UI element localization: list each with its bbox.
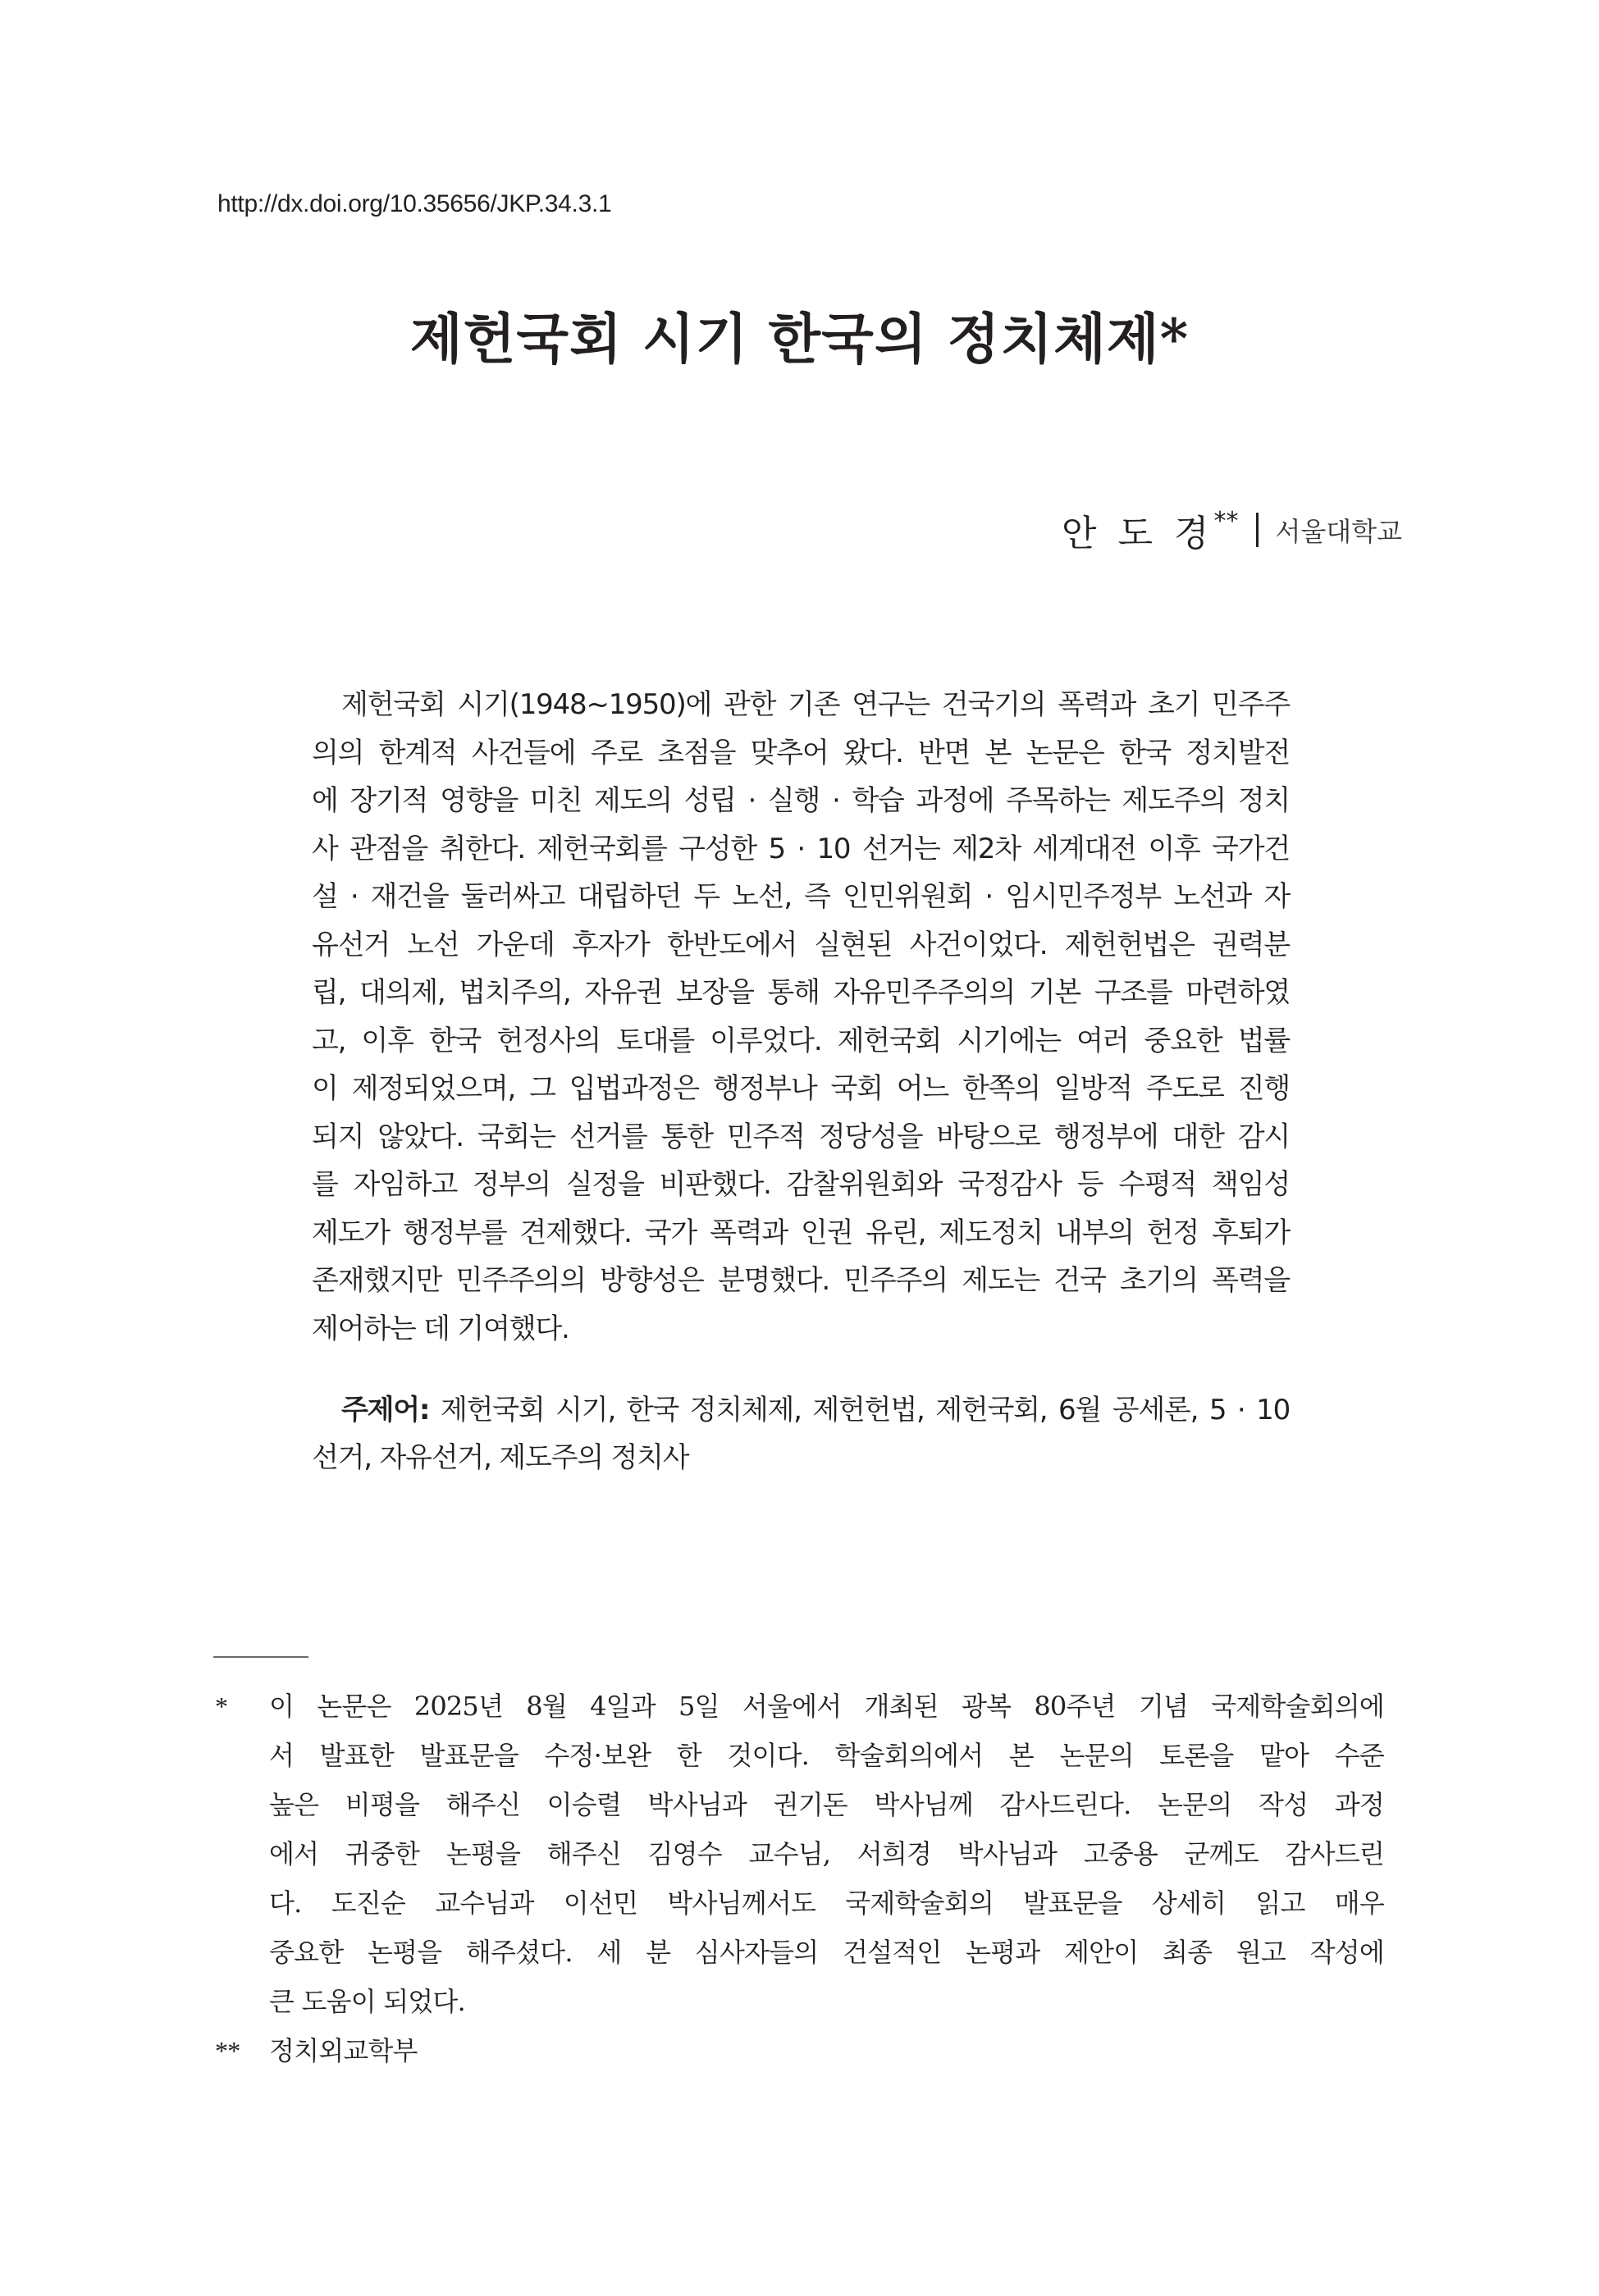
keywords-label: 주제어: (341, 1394, 430, 1426)
footnote-line: 에서 귀중한 논평을 해주신 김영수 교수님, 서희경 박사님과 고중용 군께도 감사드린 (269, 1838, 1384, 1869)
abstract-line: 고, 이후 한국 헌정사의 토대를 이루었다. 제헌국회 시기에는 여러 중요한 법률 (312, 1024, 1290, 1057)
footnote-body (269, 1682, 1384, 2026)
footnote-line: 서 발표한 발표문을 수정·보완 한 것이다. 학술회의에서 본 논문의 토론을 맡아 수준 (269, 1740, 1384, 1771)
footnote-line: 중요한 논평을 해주셨다. 세 분 심사자들의 건설적인 논평과 제안이 최종 원고 작성에 (269, 1937, 1384, 1968)
abstract-line: 의의 한계적 사건들에 주로 초점을 맞추어 왔다. 반면 본 논문은 한국 정치발전 (312, 736, 1290, 769)
keywords (312, 1386, 1290, 1481)
footnote-item (215, 1682, 1384, 2026)
author-affiliation: 서울대학교 (1275, 516, 1402, 547)
author-block (1062, 504, 1402, 556)
footnote-marker: ** (215, 2036, 240, 2065)
keywords-text: 제헌국회 시기, 한국 정치체제, 제헌헌법, 제헌국회, 6월 공세론, 5 · 10 (440, 1394, 1290, 1426)
abstract-line: 제도가 행정부를 견제했다. 국가 폭력과 인권 유린, 제도정치 내부의 헌정 후퇴가 (312, 1216, 1290, 1249)
abstract (312, 681, 1290, 1353)
abstract-line: 설 · 재건을 둘러싸고 대립하던 두 노선, 즉 인민위원회 · 임시민주정부 노선과 자 (312, 880, 1290, 913)
footnote-line: 다. 도진순 교수님과 이선민 박사님께서도 국제학술회의 발표문을 상세히 읽고 매우 (269, 1887, 1384, 1919)
footnote-separator (213, 1656, 308, 1658)
footnote-body (269, 2026, 1384, 2075)
abstract-line: 에 장기적 영향을 미친 제도의 성립 · 실행 · 학습 과정에 주목하는 제도주의 정치 (312, 784, 1290, 817)
footnotes (215, 1682, 1384, 2075)
footnote-line: 높은 비평을 해주신 이승렬 박사님과 권기돈 박사님께 감사드린다. 논문의 작성 과정 (269, 1789, 1384, 1820)
abstract-line: 제헌국회 시기(1948~1950)에 관한 기존 연구는 건국기의 폭력과 초기 민주주 (341, 688, 1290, 721)
abstract-line: 존재했지만 민주주의의 방향성은 분명했다. 민주주의 제도는 건국 초기의 폭력을 (312, 1264, 1290, 1297)
keywords-line: 선거, 자유선거, 제도주의 정치사 (312, 1441, 689, 1474)
footnote-line: 큰 도움이 되었다. (269, 1986, 465, 2017)
abstract-line: 사 관점을 취한다. 제헌국회를 구성한 5 · 10 선거는 제2차 세계대전 이후 국가건 (312, 832, 1290, 865)
author-name-text: 안 도 경 (1061, 513, 1214, 555)
abstract-line: 립, 대의제, 법치주의, 자유권 보장을 통해 자유민주주의의 기본 구조를 마련하였 (312, 976, 1290, 1009)
footnote-item (215, 2026, 1384, 2075)
author-footnote-marker[interactable]: ** (1213, 507, 1239, 536)
abstract-line: 되지 않았다. 국회는 선거를 통한 민주적 정당성을 바탕으로 행정부에 대한 감시 (312, 1120, 1290, 1153)
keywords-line (312, 1386, 1290, 1434)
author-separator (1256, 513, 1259, 547)
footnote-marker: * (215, 1691, 228, 1721)
abstract-line: 를 자임하고 정부의 실정을 비판했다. 감찰위원회와 국정감사 등 수평적 책임성 (312, 1168, 1290, 1201)
footnote-line: 이 논문은 2025년 8월 4일과 5일 서울에서 개최된 광복 80주년 기념 국제학술회의에 (269, 1691, 1384, 1722)
abstract-line: 유선거 노선 가운데 후자가 한반도에서 실현된 사건이었다. 제헌헌법은 권력분 (312, 928, 1290, 961)
paper-title: 제헌국회 시기 한국의 정치체제* (409, 307, 1190, 371)
abstract-line: 제어하는 데 기여했다. (312, 1312, 569, 1345)
author-name (1062, 504, 1238, 556)
footnote-line: 정치외교학부 (269, 2035, 418, 2066)
doi-link[interactable]: http://dx.doi.org/10.35656/JKP.34.3.1 (217, 190, 612, 217)
abstract-line: 이 제정되었으며, 그 입법과정은 행정부나 국회 어느 한쪽의 일방적 주도로 진행 (312, 1072, 1290, 1105)
